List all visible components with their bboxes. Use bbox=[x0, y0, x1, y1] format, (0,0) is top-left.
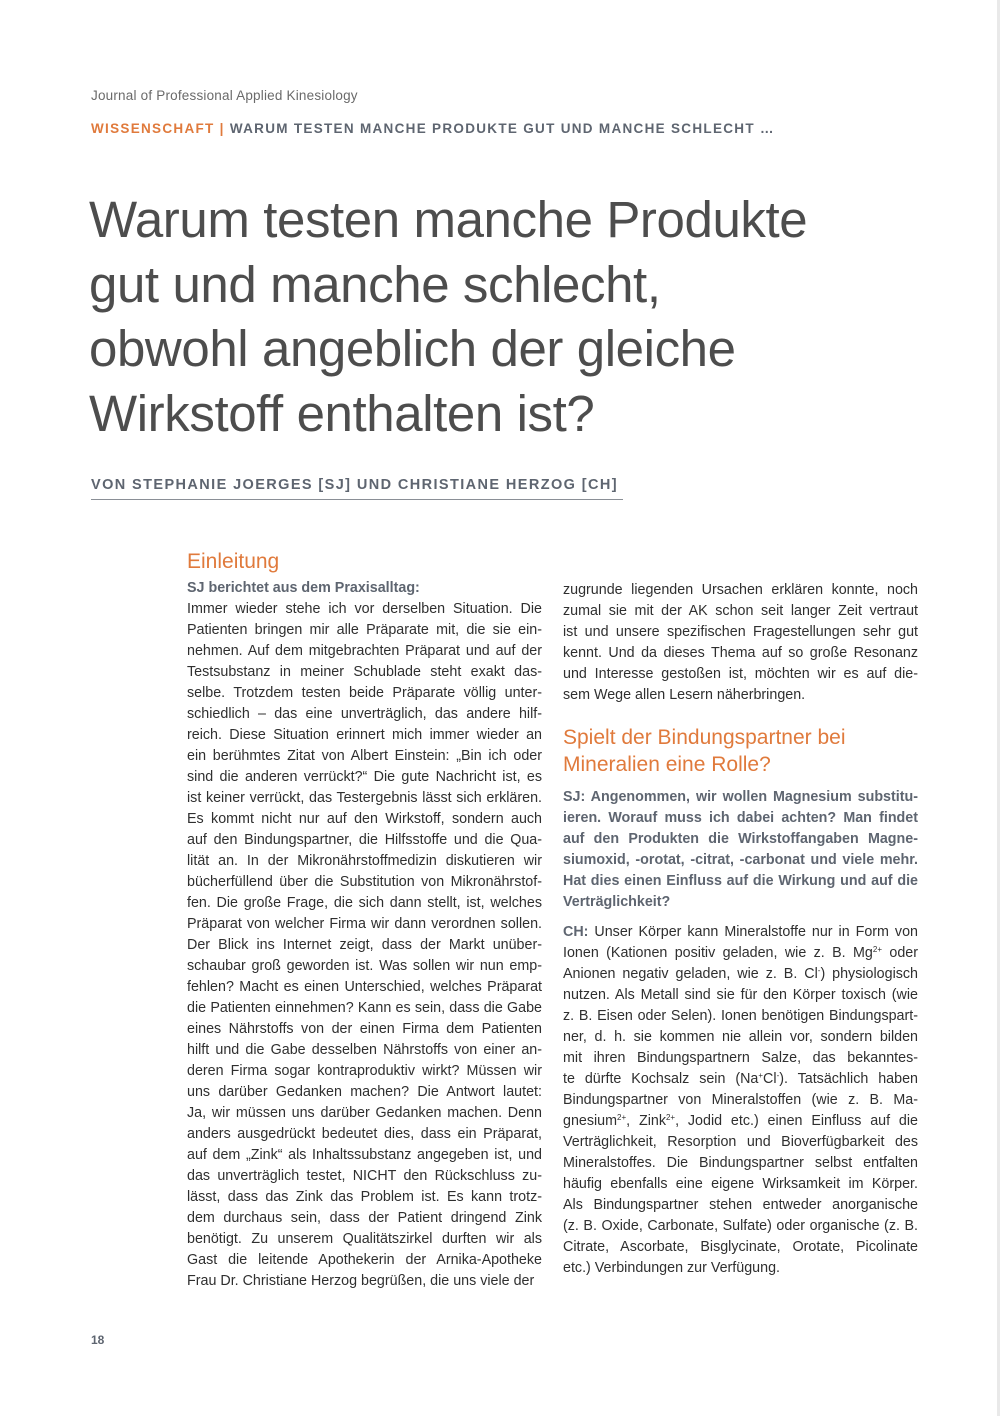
title-line: gut und manche schlecht, bbox=[89, 255, 661, 313]
running-header bbox=[91, 121, 775, 136]
text-line: selbe. Trotzdem testen beide Präparate völlig unter- bbox=[187, 685, 542, 701]
answer-line: CH: Unser Körper kann Mineralstoffe nur in Form von bbox=[563, 924, 918, 940]
text-line: sind die anderen verrückt?“ Die gute Nachricht ist, es bbox=[187, 769, 542, 785]
heading-line: Mineralien eine Rolle? bbox=[563, 753, 771, 776]
left-column bbox=[187, 548, 542, 1292]
answer-line: Anionen negativ geladen, wie z. B. Cl-) physiologisch bbox=[563, 966, 918, 982]
text-line: auf den Produkten die Wirkstoffangaben Magne- bbox=[563, 831, 918, 847]
answer-line: gnesium$^{2+}$, Zink$^{2+}$, Jodid etc.) einen Einfluss auf die bbox=[563, 1113, 918, 1129]
text-line: Patienten bringen mir alle Präparate mit, die sie ein- bbox=[187, 622, 542, 638]
text-line: Hat dies einen Einfluss auf die Wirkung und auf die bbox=[563, 873, 918, 889]
answer-line: Bindungspartner von Mineralstoffen (wie z. B. Ma- bbox=[563, 1092, 918, 1108]
text-line: zumal sie mit der AK schon seit langer Zeit vertraut bbox=[563, 603, 918, 619]
title-line: Wirkstoff enthalten ist? bbox=[89, 384, 595, 442]
text-line: benötigt. Zu unserem Qualitätszirkel durften wir als bbox=[187, 1231, 542, 1247]
running-title: WARUM TESTEN MANCHE PRODUKTE GUT UND MANCHE SCHLECHT … bbox=[229, 121, 775, 136]
text-line: Testsubstanz in meiner Schublade steht exakt das- bbox=[187, 664, 542, 680]
text-line: Mineralstoffes. Die Bindungspartner selbst entfalten bbox=[563, 1155, 918, 1171]
text-line: das unverträglich testet, NICHT den Rückschluss zu- bbox=[187, 1168, 542, 1184]
answer-line: nutzen. Als Metall sind sie für den Körper toxisch (wie bbox=[563, 987, 918, 1003]
article-title bbox=[89, 188, 949, 446]
text-line: Präparat von welcher Firma wir dann verordnen sollen. bbox=[187, 916, 542, 932]
text-line: eines Nährstoffs von der einen Firma dem Patienten bbox=[187, 1021, 542, 1037]
answer-line: ner, d. h. sie kommen nie allein vor, sondern bilden bbox=[563, 1029, 918, 1045]
text-line: ieren. Worauf muss ich dabei achten? Man findet bbox=[563, 810, 918, 826]
text-line: reich. Diese Situation erinnert mich immer wieder an bbox=[187, 727, 542, 743]
intro-subheading: SJ berichtet aus dem Praxisalltag: bbox=[187, 580, 420, 596]
text-line: Als Bindungspartner stehen entweder anorganische bbox=[563, 1197, 918, 1213]
text-line: dem durchaus sein, dass der Patient dringend Zink bbox=[187, 1210, 542, 1226]
text-line: schaubar groß geworden ist. Was sollen wir nun emp- bbox=[187, 958, 542, 974]
section-category: WISSENSCHAFT bbox=[91, 121, 215, 136]
text-line: ein berühmtes Zitat von Albert Einstein: „Bin ich oder bbox=[187, 748, 542, 764]
answer-line: mit ihren Bindungspartnern Salze, das bekanntes- bbox=[563, 1050, 918, 1066]
text-line: bücherfüllend über die Substitution von Mikronährstof- bbox=[187, 874, 542, 890]
text-line: lässt, dass das Zink das Problem ist. Es kann trotz- bbox=[187, 1189, 542, 1205]
interview-question bbox=[563, 787, 918, 913]
text-line: Gast die leitende Apothekerin der Arnika-Apotheke bbox=[187, 1252, 542, 1268]
text-line: Es kommt nicht nur auf den Wirkstoff, sondern auch bbox=[187, 811, 542, 827]
text-line: anders ausgedrückt bedeutet dies, dass ein Präparat, bbox=[187, 1126, 542, 1142]
text-line: Verträglichkeit? bbox=[563, 894, 671, 910]
text-line: ist und unsere spezifischen Fragestellungen sehr gut bbox=[563, 624, 918, 640]
text-line: Citrate, Ascorbate, Bisglycinate, Orotate, Picolinate bbox=[563, 1239, 918, 1255]
text-line: SJ: Angenommen, wir wollen Magnesium substitu- bbox=[563, 789, 918, 805]
text-line: Verträglichkeit, Resorption und Bioverfügbarkeit des bbox=[563, 1134, 918, 1150]
answer-line: te dürfte Kochsalz sein (Na+Cl-). Tatsächlich haben bbox=[563, 1071, 918, 1087]
text-line: etc.) Verbindungen zur Verfügung. bbox=[563, 1260, 780, 1276]
header-separator: | bbox=[219, 121, 225, 136]
author-byline: VON STEPHANIE JOERGES [SJ] UND CHRISTIANE HERZOG [CH] bbox=[91, 477, 618, 493]
text-line: sem Wege allen Lesern näherbringen. bbox=[563, 687, 806, 703]
section-heading-intro: Einleitung bbox=[187, 550, 280, 573]
right-column bbox=[563, 580, 918, 1279]
text-line: siumoxid, -orotat, -citrat, -carbonat und viele mehr. bbox=[563, 852, 918, 868]
intro-continuation bbox=[563, 580, 918, 706]
text-line: uns darüber Gedanken machen? Die Antwort lautet: bbox=[187, 1084, 542, 1100]
journal-name: Journal of Professional Applied Kinesiology bbox=[91, 88, 358, 103]
title-line: Warum testen manche Produkte bbox=[89, 191, 808, 248]
intro-paragraph bbox=[187, 599, 542, 1292]
answer-line: z. B. Eisen oder Selen). Ionen benötigen Bindungspart- bbox=[563, 1008, 918, 1024]
text-line: und Interesse gestoßen ist, möchten wir es auf die- bbox=[563, 666, 918, 682]
text-line: (z. B. Oxide, Carbonate, Sulfate) oder organische (z. B. bbox=[563, 1218, 918, 1234]
speaker-label: CH: bbox=[563, 924, 589, 940]
text-line: kennt. Und da dieses Thema auf so große Resonanz bbox=[563, 645, 918, 661]
text-line: Ja, wir müssen uns darüber Gedanken machen. Denn bbox=[187, 1105, 542, 1121]
text-line: ist keiner verrückt, das Testergebnis lässt sich erklären. bbox=[187, 790, 542, 806]
text-line: fen. Die große Frage, die sich dann stellt, ist, welches bbox=[187, 895, 542, 911]
text-line: fehlen? Macht es einen Unterschied, welches Präparat bbox=[187, 979, 542, 995]
text-line: auf den Bindungspartner, die Hilfsstoffe und die Qua- bbox=[187, 832, 542, 848]
answer-line: Ionen (Kationen positiv geladen, wie z. B. $Mg^{2+}$ oder bbox=[563, 945, 918, 961]
text-line: auf dem „Zink“ als Inhaltssubstanz angegeben ist, und bbox=[187, 1147, 542, 1163]
text-line: deren Firma sogar kontraproduktiv wirkt? Müssen wir bbox=[187, 1063, 542, 1079]
text-line: die Patienten einnehmen? Kann es sein, dass die Gabe bbox=[187, 1000, 542, 1016]
text-line: zugrunde liegenden Ursachen erklären konnte, noch bbox=[563, 582, 918, 598]
text-line: hilft und die Gabe desselben Nährstoffs von einer an- bbox=[187, 1042, 542, 1058]
text-line: schiedlich – das eine unverträglich, das andere hilf- bbox=[187, 706, 542, 722]
text-line: Immer wieder stehe ich vor derselben Situation. Die bbox=[187, 601, 542, 617]
section-heading-binding bbox=[563, 724, 918, 778]
text-line: Der Blick ins Internet zeigt, dass der Markt unüber- bbox=[187, 937, 542, 953]
title-line: obwohl angeblich der gleiche bbox=[89, 320, 736, 377]
text-line: lität an. In der Mikronährstoffmedizin diskutieren wir bbox=[187, 853, 542, 869]
page-number: 18 bbox=[91, 1333, 105, 1347]
text-line: nehmen. Auf dem mitgebrachten Präparat und auf der bbox=[187, 643, 542, 659]
text-line: Frau Dr. Christiane Herzog begrüßen, die uns viele der bbox=[187, 1273, 535, 1289]
interview-answer bbox=[563, 922, 918, 1279]
text-line: häufig ebenfalls eine eigene Wirksamkeit im Körper. bbox=[563, 1176, 918, 1192]
heading-line: Spielt der Bindungspartner bei bbox=[563, 726, 846, 749]
byline-divider bbox=[91, 499, 623, 500]
